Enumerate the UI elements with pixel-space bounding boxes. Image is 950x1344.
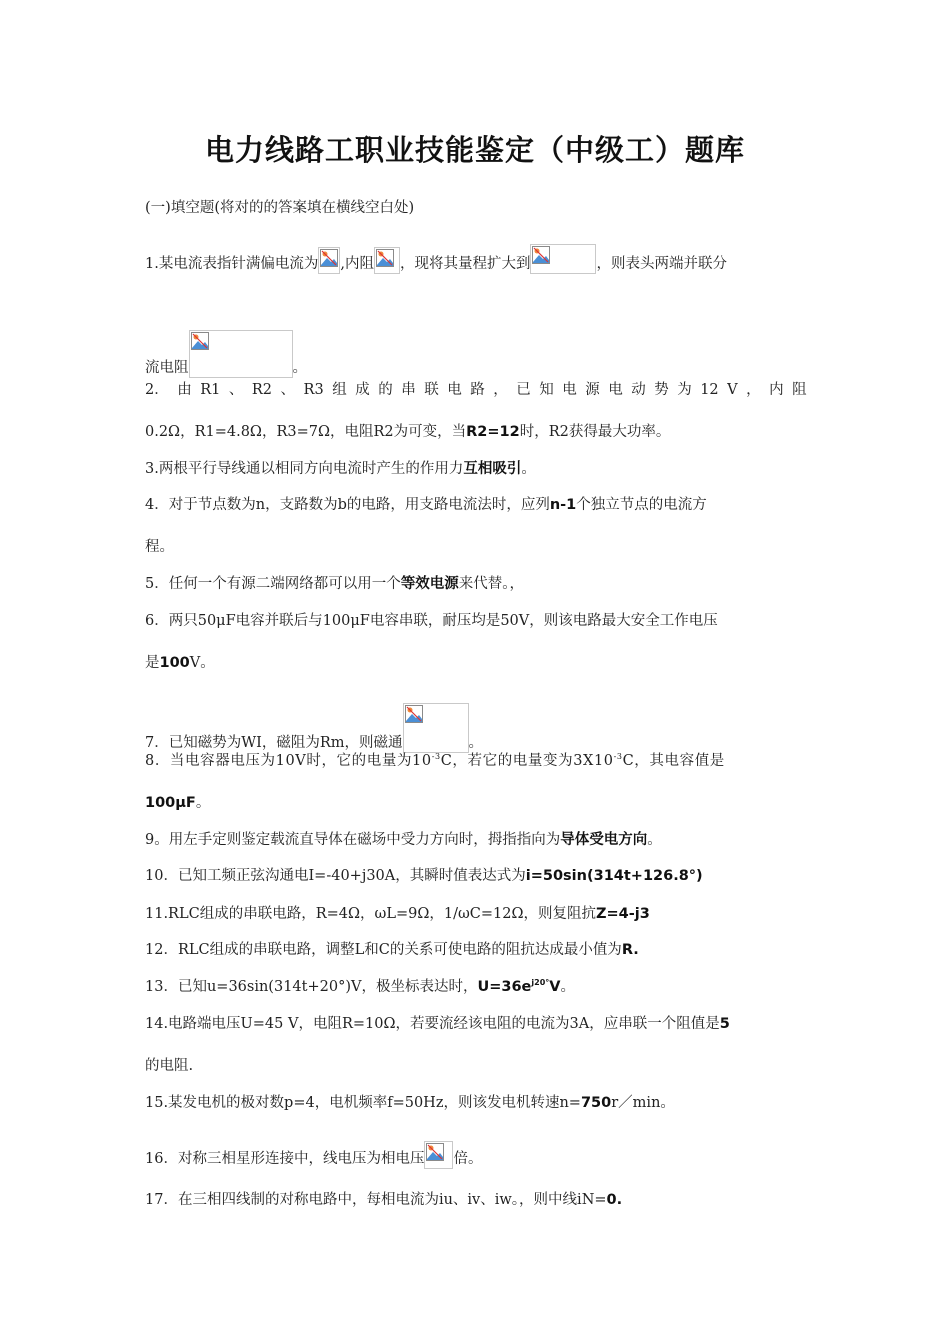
question-3: 3.两根平行导线通以相同方向电流时产生的作用力互相吸引。 xyxy=(145,461,536,477)
broken-image-icon xyxy=(530,244,596,274)
question-5: 5．任何一个有源二端网络都可以用一个等效电源来代替。， xyxy=(145,576,524,592)
question-6-line-1: 6．两只50μF电容并联后与100μF电容串联，耐压均是50V，则该电路最大安全工作电压 xyxy=(145,613,718,629)
question-8-line-1: 8．当电容器电压为10V时，它的电量为$10^{-3}C$，若它的电量变为$3X10^{-3}C$，其电容值是 xyxy=(145,752,725,769)
question-14-line-1: 14.电路端电压U=45 V，电阻R=10Ω，若要流经该电阻的电流为3A，应串联一个阻值是5 xyxy=(145,1016,730,1032)
broken-image-icon xyxy=(318,247,340,274)
answer: 100 xyxy=(159,655,190,671)
answer: R2=12 xyxy=(466,424,520,440)
broken-image-icon xyxy=(374,247,400,274)
answer: Z=4-j3 xyxy=(596,906,650,922)
answer: R. xyxy=(621,942,639,958)
answer: 100μF xyxy=(145,795,196,811)
page-title: 电力线路工职业技能鉴定（中级工）题库 xyxy=(204,133,745,167)
question-17: 17．在三相四线制的对称电路中，每相电流为iu、iv、iw。，则中线iN=0. xyxy=(145,1192,623,1208)
question-10: 10．已知工频正弦沟通电I=-40+j30A，其瞬时值表达式为i=50sin(314t+126.8°) xyxy=(145,868,703,884)
answer: 互相吸引 xyxy=(463,461,522,477)
answer: n-1 xyxy=(549,497,577,513)
answer: 等效电源 xyxy=(400,576,459,592)
section-heading: (一)填空题(将对的的答案填在横线空白处) xyxy=(145,200,415,216)
question-1-line-2: 流电阻 。 xyxy=(145,330,307,378)
answer: 750 xyxy=(580,1095,612,1111)
question-11: 11.RLC组成的串联电路，R=4Ω，ωL=9Ω，1/ωC=12Ω，则复阻抗Z=4-j3 xyxy=(145,906,650,922)
answer: 5 xyxy=(719,1016,730,1032)
broken-image-icon xyxy=(189,330,293,378)
question-1-line-1: 1.某电流表指针满偏电流为 ,内阻 ，现将其量程扩大到 ，则表头两端并联分 xyxy=(145,244,727,274)
question-9: 9。用左手定则鉴定载流直导体在磁场中受力方向时，拇指指向为导体受电方向。 xyxy=(145,832,662,848)
question-7: 7．已知磁势为WI，磁阻为Rm，则磁通 。 xyxy=(145,703,483,753)
question-2-line-1: 2． 由 R1 、 R2 、 R3 组 成 的 串 联 电 路 ， 已 知 电 源 电 动 势 为 12 V ， 内 阻 xyxy=(145,382,807,398)
broken-image-icon xyxy=(403,703,469,753)
answer: 导体受电方向 xyxy=(560,832,648,848)
answer: $U=36e^{j20^\circ}V$ xyxy=(477,978,561,995)
question-13: 13．已知u=36sin(314t+20°)V，极坐标表达时，$U=36e^{j20^\circ}V$。 xyxy=(145,978,575,995)
question-14-line-2: 的电阻. xyxy=(145,1058,194,1074)
answer: 0. xyxy=(606,1192,623,1208)
question-8-line-2: 100μF。 xyxy=(145,795,211,811)
question-16: 16．对称三相星形连接中，线电压为相电压 倍。 xyxy=(145,1141,482,1169)
question-2-line-2: 0.2Ω，R1=4.8Ω，R3=7Ω，电阻R2为可变，当R2=12时，R2获得最大功率。 xyxy=(145,424,671,440)
question-4-line-1: 4．对于节点数为n，支路数为b的电路，用支路电流法时，应列n-1个独立节点的电流方 xyxy=(145,497,707,513)
question-15: 15.某发电机的极对数p=4，电机频率f=50Hz，则该发电机转速n=750r／min。 xyxy=(145,1095,675,1111)
broken-image-icon xyxy=(424,1141,453,1169)
question-4-line-2: 程。 xyxy=(145,539,174,555)
question-12: 12．RLC组成的串联电路，调整L和C的关系可使电路的阻抗达成最小值为R. xyxy=(145,942,639,958)
question-6-line-2: 是100V。 xyxy=(145,655,215,671)
answer: i=50sin(314t+126.8°) xyxy=(525,868,703,884)
